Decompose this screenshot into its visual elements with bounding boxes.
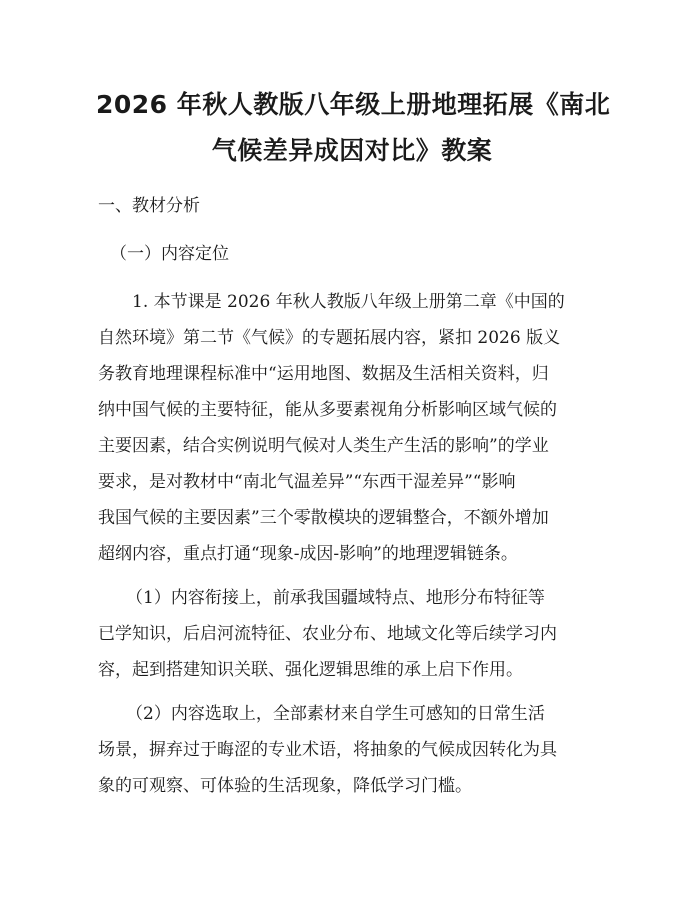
document-title [96, 82, 611, 174]
heading-text: （一）内容定位 [110, 244, 229, 264]
paragraph-content-connection [98, 580, 618, 688]
paragraph-line: 1. 本节课是 2026 年秋人教版八年级上册第二章《中国的 [132, 292, 565, 312]
paragraph-line: 场景，摒弃过于晦涩的专业术语，将抽象的气候成因转化为具 [98, 740, 557, 760]
section-heading [98, 188, 618, 224]
paragraph-line: 自然环境》第二节《气候》的专题拓展内容，紧扣 2026 版义 [98, 328, 561, 348]
paragraph-line: 象的可观察、可体验的生活现象，降低学习门槛。 [98, 776, 472, 796]
paragraph-line: 超纲内容，重点打通“现象-成因-影响”的地理逻辑链条。 [98, 544, 518, 564]
paragraph-line: 容，起到搭建知识关联、强化逻辑思维的承上启下作用。 [98, 660, 523, 680]
heading-text: 一、教材分析 [98, 196, 200, 216]
subsection-heading [110, 236, 618, 272]
paragraph-line: 我国气候的主要因素”三个零散模块的逻辑整合，不额外增加 [98, 508, 549, 528]
paragraph-line: 主要因素，结合实例说明气候对人类生产生活的影响”的学业 [98, 436, 549, 456]
title-line: 气候差异成因对比》教案 [211, 136, 493, 165]
paragraph-line: （2）内容选取上，全部素材来自学生可感知的日常生活 [126, 704, 545, 724]
paragraph-line: （1）内容衔接上，前承我国疆域特点、地形分布特征等 [126, 588, 545, 608]
paragraph-content-selection [98, 696, 618, 804]
paragraph-content-positioning [98, 284, 618, 572]
title-line: 2026 年秋人教版八年级上册地理拓展《南北 [96, 90, 611, 119]
paragraph-line: 纳中国气候的主要特征，能从多要素视角分析影响区域气候的 [98, 400, 557, 420]
paragraph-line: 已学知识，后启河流特征、农业分布、地域文化等后续学习内 [98, 624, 557, 644]
paragraph-line: 务教育地理课程标准中“运用地图、数据及生活相关资料，归 [98, 364, 549, 384]
paragraph-line: 要求，是对教材中“南北气温差异”“东西干湿差异”“影响 [98, 472, 516, 492]
